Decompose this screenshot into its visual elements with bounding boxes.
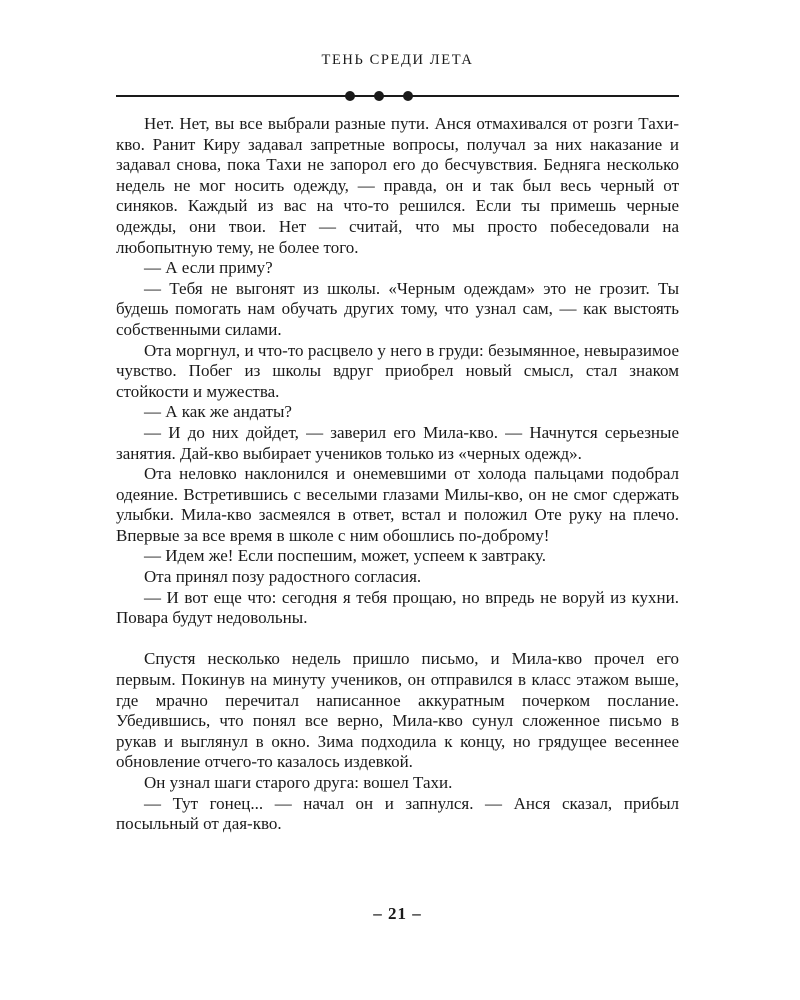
header-ornament-dot — [345, 91, 355, 101]
header-ornament-dot — [374, 91, 384, 101]
dialogue-line: — И до них дойдет, — заверил его Мила-кво. — Начнутся серьезные занятия. Дай-кво выбирает учеников только из «черных одежд». — [116, 422, 679, 463]
paragraph: Нет. Нет, вы все выбрали разные пути. Анся отмахивался от розги Тахи-кво. Ранит Киру задавал запретные вопросы, получал за них наказание и задавал снова, пока Тахи не запорол его до бесчувствия. Бедняга несколько недель не мог носить одежду, — правда, он и так был весь черный от синяков. Каждый из вас на что-то решился. Если ты примешь черные одежды, они твои. Нет — считай, что мы просто побеседовали на любопытную тему, не более того. — [116, 114, 679, 257]
dialogue-line: — Тут гонец... — начал он и запнулся. — Анся сказал, прибыл посыльный от дая-кво. — [116, 793, 679, 834]
paragraph: Ота моргнул, и что-то расцвело у него в груди: безымянное, невыразимое чувство. Побег из школы вдруг приобрел новый смысл, стал знаком стойкости и мужества. — [116, 340, 679, 401]
body-text — [116, 114, 679, 835]
dialogue-line: — И вот еще что: сегодня я тебя прощаю, но впредь не воруй из кухни. Повара будут недовольны. — [116, 587, 679, 628]
header-rule — [116, 95, 679, 97]
book-page — [116, 0, 679, 1000]
header-ornament-dot — [403, 91, 413, 101]
dialogue-line: — Идем же! Если поспешим, может, успеем к завтраку. — [144, 546, 547, 566]
dialogue-line: — А как же андаты? — [144, 402, 292, 422]
paragraph: Ота неловко наклонился и онемевшими от холода пальцами подобрал одеяние. Встретившись с веселыми глазами Милы-кво, он не смог сдержать улыбки. Мила-кво засмеялся в ответ, встал и положил Оте руку на плечо. Впервые за все время в школе с ним обошлись по-доброму! — [116, 464, 679, 545]
paragraph: Он узнал шаги старого друга: вошел Тахи. — [144, 773, 453, 792]
paragraph: Ота принял позу радостного согласия. — [144, 567, 422, 587]
paragraph: Спустя несколько недель пришло письмо, и Мила-кво прочел его первым. Покинув на минуту учеников, он отправился в класс этажом выше, где мрачно перечитал написанное аккуратным почерком послание. Убедившись, что понял все верно, Мила-кво сунул сложенное письмо в рукав и выглянул в окно. Зима подходила к концу, но грядущее весеннее обновление отчего-то казалось издевкой. — [116, 649, 679, 772]
dialogue-line: — А если приму? — [144, 258, 273, 278]
page-number: – 21 – — [373, 904, 422, 923]
running-header: ТЕНЬ СРЕДИ ЛЕТА — [321, 52, 474, 68]
dialogue-line: — Тебя не выгонят из школы. «Черным одеждам» это не грозит. Ты будешь помогать нам обучать других тому, что узнал сам, — как выстоять собственными силами. — [116, 278, 679, 339]
